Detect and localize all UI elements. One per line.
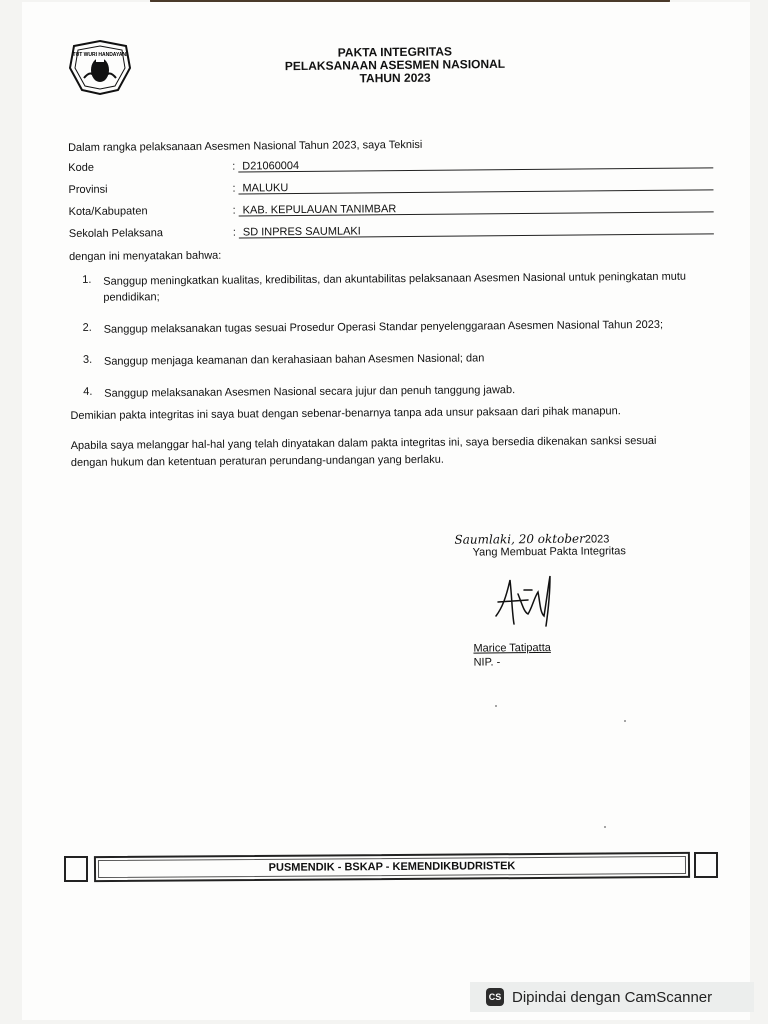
- signature-year: 2023: [584, 533, 610, 546]
- camscanner-icon: CS: [486, 988, 504, 1006]
- item-number: 4.: [83, 385, 93, 398]
- camscanner-watermark: [470, 982, 754, 1012]
- handwritten-signature-icon: [488, 568, 558, 630]
- scan-speck: [495, 705, 497, 707]
- field-value: SD INPRES SAUMLAKI: [242, 225, 361, 239]
- footer-left-box: [64, 856, 88, 882]
- field-label: Sekolah Pelaksana: [68, 227, 164, 240]
- svg-text:TUT WURI HANDAYANI: TUT WURI HANDAYANI: [72, 52, 128, 58]
- field-value: KAB. KEPULAUAN TANIMBAR: [242, 203, 397, 217]
- field-label: Provinsi: [68, 183, 108, 196]
- item-number: 1.: [82, 273, 92, 286]
- signer-name: Marice Tatipatta: [473, 641, 551, 655]
- item-number: 3.: [82, 353, 93, 366]
- field-label: Kota/Kabupaten: [68, 205, 148, 218]
- scan-speck: [624, 720, 626, 722]
- item-number: 2.: [82, 321, 92, 334]
- field-colon: :: [232, 226, 236, 239]
- title-line-3: TAHUN 2023: [359, 70, 431, 86]
- intro-text: Dalam rangka pelaksanaan Asesmen Nasional Tahun 2023, saya Teknisi: [68, 138, 423, 154]
- field-colon: :: [232, 204, 236, 217]
- signer-role: Yang Membuat Pakta Integritas: [472, 545, 626, 559]
- closing-paragraph-2: Apabila saya melanggar hal-hal yang telah dinyatakan dalam pakta integritas ini, saya bersedia dikenakan sanksi sesuai dengan hukum dan ketentuan peraturan perundang-undangan yang berlaku.: [70, 434, 657, 469]
- signer-nip: NIP. -: [473, 656, 501, 669]
- scan-speck: [604, 826, 606, 828]
- handwritten-place-date: Saumlaki, 20 oktober: [454, 531, 585, 547]
- field-value: D21060004: [242, 159, 300, 173]
- document-title: [230, 44, 560, 86]
- tut-wuri-handayani-logo-icon: [66, 38, 134, 96]
- title-line-2: PELAKSANAAN ASESMEN NASIONAL: [284, 56, 506, 74]
- watermark-text: Dipindai dengan CamScanner: [512, 988, 713, 1006]
- statement-item-3: Sanggup menjaga keamanan dan kerahasiaan bahan Asesmen Nasional; dan: [103, 352, 485, 368]
- field-colon: :: [232, 160, 236, 173]
- field-label: Kode: [68, 161, 95, 174]
- title-line-1: PAKTA INTEGRITAS: [337, 44, 453, 60]
- footer-banner: PUSMENDIK - BSKAP - KEMENDIKBUDRISTEK: [94, 852, 690, 882]
- closing-paragraph-1: Demikian pakta integritas ini saya buat dengan sebenar-benarnya tanpa ada unsur paksaan dari pihak manapun.: [70, 405, 621, 422]
- field-value: MALUKU: [242, 182, 289, 195]
- statement-item-4: Sanggup melaksanakan Asesmen Nasional secara jujur dan penuh tanggung jawab.: [104, 384, 516, 400]
- field-colon: :: [232, 182, 236, 195]
- footer-right-box: [694, 852, 718, 878]
- statement-lead: dengan ini menyatakan bahwa:: [68, 249, 222, 263]
- statement-item-1: Sanggup meningkatkan kualitas, kredibilitas, dan akuntabilitas pelaksanaan Asesmen Nasional untuk peningkatan mutu pendidikan;: [103, 270, 687, 304]
- statement-item-2: Sanggup melaksanakan tugas sesuai Prosedur Operasi Standar penyelenggaraan Asesmen Nasional Tahun 2023;: [103, 318, 664, 336]
